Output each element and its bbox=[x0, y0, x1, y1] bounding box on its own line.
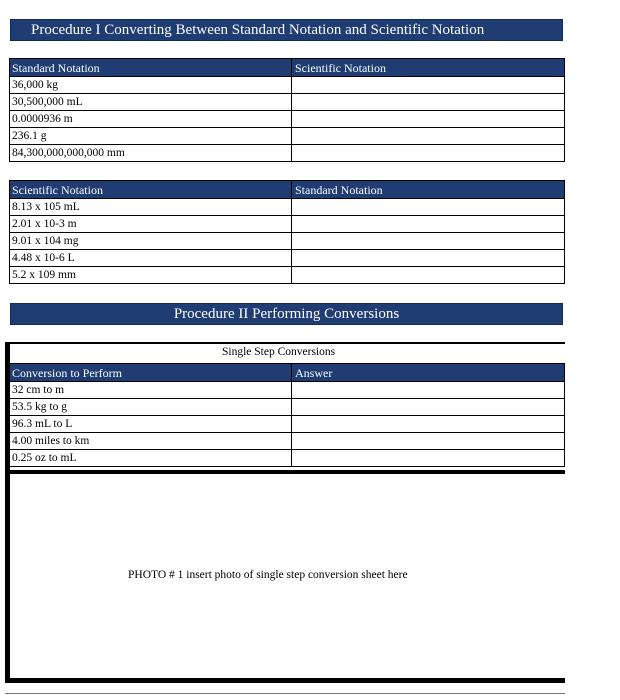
answer-cell[interactable] bbox=[292, 267, 565, 284]
table-row bbox=[10, 450, 565, 467]
table-row bbox=[10, 416, 565, 433]
answer-cell[interactable] bbox=[292, 382, 565, 399]
table-row bbox=[10, 233, 565, 250]
scientific-to-standard-table bbox=[9, 180, 565, 284]
answer-cell[interactable] bbox=[292, 433, 565, 450]
standard-value: 236.1 g bbox=[10, 128, 292, 145]
standard-value: 36,000 kg bbox=[10, 77, 292, 94]
col-header-conversion: Conversion to Perform bbox=[10, 364, 292, 382]
answer-cell[interactable] bbox=[292, 233, 565, 250]
table-row bbox=[10, 145, 565, 162]
conversion-table bbox=[9, 363, 565, 467]
table-row bbox=[10, 267, 565, 284]
scientific-value: 8.13 x 105 mL bbox=[10, 199, 292, 216]
answer-cell[interactable] bbox=[292, 450, 565, 467]
answer-cell[interactable] bbox=[292, 399, 565, 416]
scientific-value: 2.01 x 10-3 m bbox=[10, 216, 292, 233]
conversion-task: 4.00 miles to km bbox=[10, 433, 292, 450]
photo-placeholder[interactable]: PHOTO # 1 insert photo of single step conversion sheet here bbox=[128, 569, 408, 581]
col-header-scientific-notation: Scientific Notation bbox=[10, 181, 292, 199]
answer-cell[interactable] bbox=[292, 77, 565, 94]
standard-to-scientific-table bbox=[9, 58, 565, 162]
table-row bbox=[10, 77, 565, 94]
procedure-2-title: Procedure II Performing Conversions bbox=[173, 305, 400, 322]
scientific-value: 5.2 x 109 mm bbox=[10, 267, 292, 284]
conversion-task: 0.25 oz to mL bbox=[10, 450, 292, 467]
table-row bbox=[10, 128, 565, 145]
answer-cell[interactable] bbox=[292, 216, 565, 233]
answer-cell[interactable] bbox=[292, 94, 565, 111]
answer-cell[interactable] bbox=[292, 416, 565, 433]
table-row bbox=[10, 250, 565, 267]
answer-cell[interactable] bbox=[292, 145, 565, 162]
table-row bbox=[10, 94, 565, 111]
standard-value: 84,300,000,000,000 mm bbox=[10, 145, 292, 162]
col-header-scientific-notation: Scientific Notation bbox=[292, 59, 565, 77]
table-row bbox=[10, 399, 565, 416]
table-row bbox=[10, 382, 565, 399]
scientific-value: 4.48 x 10-6 L bbox=[10, 250, 292, 267]
standard-value: 0.0000936 m bbox=[10, 111, 292, 128]
answer-cell[interactable] bbox=[292, 250, 565, 267]
table-row bbox=[10, 433, 565, 450]
scientific-value: 9.01 x 104 mg bbox=[10, 233, 292, 250]
single-step-subtitle: Single Step Conversions bbox=[222, 346, 336, 358]
col-header-answer: Answer bbox=[292, 364, 565, 382]
standard-value: 30,500,000 mL bbox=[10, 94, 292, 111]
table-row bbox=[10, 111, 565, 128]
answer-cell[interactable] bbox=[292, 128, 565, 145]
conversion-task: 53.5 kg to g bbox=[10, 399, 292, 416]
table-row bbox=[10, 199, 565, 216]
conversion-task: 96.3 mL to L bbox=[10, 416, 292, 433]
procedure-2-banner bbox=[10, 303, 563, 325]
procedure-1-title: Procedure I Converting Between Standard Notation and Scientific Notation bbox=[31, 21, 485, 38]
conversion-task: 32 cm to m bbox=[10, 382, 292, 399]
page-bottom-rule bbox=[5, 693, 565, 694]
answer-cell[interactable] bbox=[292, 199, 565, 216]
section-divider bbox=[5, 470, 565, 474]
table-row bbox=[10, 216, 565, 233]
col-header-standard-notation: Standard Notation bbox=[292, 181, 565, 199]
answer-cell[interactable] bbox=[292, 111, 565, 128]
procedure-1-banner bbox=[10, 19, 563, 41]
col-header-standard-notation: Standard Notation bbox=[10, 59, 292, 77]
